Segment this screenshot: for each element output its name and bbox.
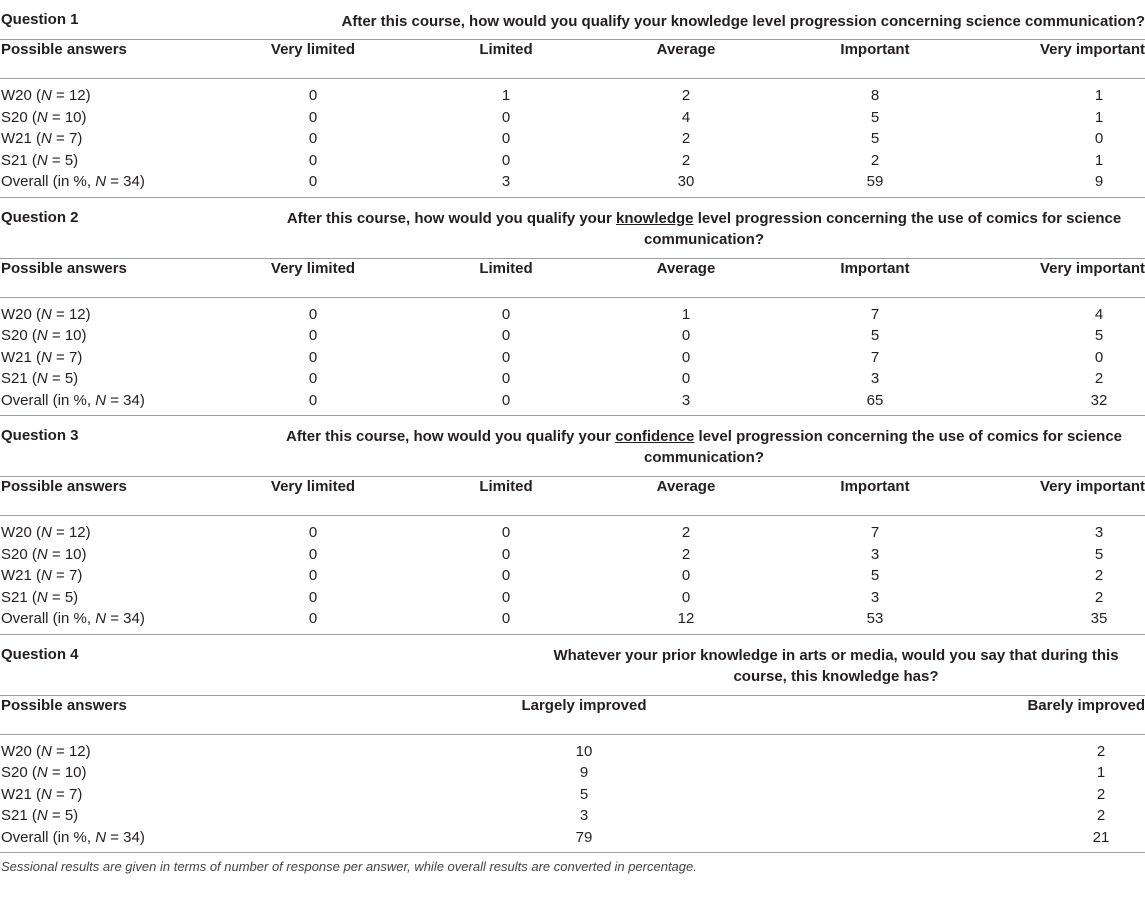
table-cell: 32 [1090,391,1108,409]
table-cell: 5 [1094,545,1104,563]
column-header: Very limited [270,478,356,495]
column-header: Possible answers [1,259,127,277]
row-group-label: Overall (in %, N = 34) [1,391,145,409]
table-row [0,108,1145,130]
table-cell: 0 [501,108,511,126]
table-row [0,305,1145,327]
table-cell: 7 [870,348,880,366]
question-3-section [0,415,1145,634]
table-cell: 79 [575,828,593,846]
table-cell: 5 [870,327,880,344]
table-cell: 0 [308,327,318,344]
table-cell: 2 [681,130,691,147]
table-cell: 5 [870,567,880,584]
question-label: Question 3 [1,427,79,444]
question-text: After this course, how would you qualify your knowledge level progression concerning science communication? [341,13,1145,30]
column-header: Limited [479,41,533,58]
table-row [0,588,1145,610]
table-cell: 3 [870,588,880,606]
column-header: Important [840,41,910,58]
table-row [0,326,1145,348]
row-group-label: W21 (N = 7) [1,567,83,584]
question-4-section [0,634,1145,853]
row-group-label: S21 (N = 5) [1,370,79,387]
table-row [0,806,1145,828]
table-cell: 12 [677,610,695,627]
table-cell: 3 [1094,524,1104,541]
row-group-label: W20 (N = 12) [1,742,91,760]
table-cell: 5 [870,130,880,147]
table-cell: 0 [681,348,691,366]
table-cell: 7 [870,305,880,323]
table-cell: 0 [501,151,511,169]
table-cell: 1 [1094,151,1104,169]
table-cell: 2 [1096,742,1106,760]
table-cell: 30 [677,173,695,190]
table-row [0,785,1145,807]
table-cell: 0 [501,305,511,323]
table-cell: 0 [308,348,318,366]
column-header: Possible answers [1,41,127,58]
row-group-label: S21 (N = 5) [1,588,79,606]
table-cell: 4 [681,108,691,126]
table-cell: 2 [1096,785,1106,803]
table-row [0,151,1145,173]
table-cell: 4 [1094,305,1104,323]
table-row [0,391,1145,413]
table-cell: 3 [870,370,880,387]
row-group-label: W20 (N = 12) [1,305,91,323]
table-row [0,828,1145,850]
table-cell: 0 [308,545,318,563]
question-text: Whatever your prior knowledge in arts or media, would you say that during this course, this knowledge has? [553,646,1119,685]
column-header: Very important [1039,478,1145,495]
table-row [0,172,1145,194]
question-3-header [0,416,1145,476]
column-header: Very limited [270,259,356,277]
table-cell: 0 [308,108,318,126]
table-row [0,566,1145,588]
row-group-label: S21 (N = 5) [1,151,79,169]
table-cell: 1 [681,305,691,323]
table-cell: 0 [501,348,511,366]
table-cell: 0 [501,588,511,606]
table-cell: 3 [501,173,511,190]
table-cell: 0 [501,327,511,344]
table-cell: 3 [870,545,880,563]
table-row [0,523,1145,545]
column-header: Average [656,41,716,58]
question-label: Question 2 [1,208,79,226]
question-1-section [0,0,1145,197]
table-cell: 0 [681,567,691,584]
table-cell: 2 [681,151,691,169]
row-group-label: W20 (N = 12) [1,87,91,104]
table-cell: 1 [1094,108,1104,126]
table-cell: 53 [866,610,884,627]
table-cell: 0 [308,370,318,387]
table-cell: 65 [866,391,884,409]
table-cell: 2 [681,524,691,541]
table-cell: 0 [501,524,511,541]
table-cell: 0 [501,545,511,563]
row-group-label: W20 (N = 12) [1,524,91,541]
table-cell: 0 [681,588,691,606]
table-cell: 1 [1094,87,1104,104]
table-cell: 0 [308,610,318,627]
column-header: Average [656,259,716,277]
table-cell: 0 [501,391,511,409]
question-4-header [0,635,1145,695]
table-row [0,86,1145,108]
row-group-label: Overall (in %, N = 34) [1,173,145,190]
table-row [0,545,1145,567]
table-cell: 1 [501,87,511,104]
answers-grid [0,695,1145,853]
table-cell: 0 [308,524,318,541]
table-footnote: Sessional results are given in terms of number of response per answer, while overall results are converted in percentage. [0,852,1145,874]
table-cell: 7 [870,524,880,541]
table-cell: 0 [308,130,318,147]
question-2-section [0,197,1145,416]
column-header: Important [840,478,910,495]
table-cell: 2 [1094,588,1104,606]
table-cell: 2 [870,151,880,169]
row-group-label: Overall (in %, N = 34) [1,828,145,846]
question-label: Question 1 [1,11,79,28]
row-group-label: S20 (N = 10) [1,327,87,344]
table-cell: 3 [579,807,589,824]
column-header: Important [840,259,910,277]
column-header: Barely improved [1027,696,1145,714]
row-group-label: W21 (N = 7) [1,348,83,366]
answers-grid [0,476,1145,634]
table-row [0,742,1145,764]
emphasis-underline: confidence [615,428,695,445]
table-cell: 0 [308,173,318,190]
table-cell: 59 [866,173,884,190]
table-cell: 9 [1094,173,1104,190]
table-cell: 5 [1094,327,1104,344]
table-cell: 9 [579,764,589,781]
table-cell: 5 [870,108,880,126]
row-group-label: S20 (N = 10) [1,764,87,781]
column-header: Limited [479,259,533,277]
answers-grid [0,258,1145,416]
table-cell: 10 [575,742,593,760]
table-cell: 0 [308,305,318,323]
table-row [0,348,1145,370]
column-header-row [0,695,1145,735]
table-cell: 0 [308,391,318,409]
table-cell: 0 [501,370,511,387]
row-group-label: W21 (N = 7) [1,785,83,803]
question-1-header [0,0,1145,39]
column-header: Limited [479,478,533,495]
row-group-label: S20 (N = 10) [1,108,87,126]
table-cell: 2 [1094,567,1104,584]
question-text: After this course, how would you qualify your knowledge level progression concerning the use of comics for science communication? [286,209,1122,248]
row-group-label: Overall (in %, N = 34) [1,610,145,627]
column-header-row [0,258,1145,298]
column-header-row [0,39,1145,79]
table-cell: 0 [308,567,318,584]
row-group-label: W21 (N = 7) [1,130,83,147]
emphasis-underline: knowledge [616,209,694,227]
table-cell: 0 [501,130,511,147]
column-header: Very limited [270,41,356,58]
table-cell: 0 [501,567,511,584]
question-text: After this course, how would you qualify your confidence level progression concerning the use of comics for science communication? [285,428,1123,466]
column-header: Very important [1039,41,1145,58]
table-cell: 2 [1094,370,1104,387]
answers-grid [0,39,1145,197]
table-row [0,129,1145,151]
table-cell: 1 [1096,764,1106,781]
table-row [0,609,1145,631]
table-cell: 0 [1094,348,1104,366]
table-cell: 0 [308,87,318,104]
table-row [0,369,1145,391]
table-cell: 0 [681,327,691,344]
table-cell: 2 [681,545,691,563]
question-2-header [0,198,1145,258]
column-header-row [0,476,1145,516]
table-row [0,763,1145,785]
table-cell: 0 [1094,130,1104,147]
column-header: Possible answers [1,478,127,495]
table-cell: 0 [501,610,511,627]
column-header: Possible answers [1,696,127,714]
row-group-label: S21 (N = 5) [1,807,79,824]
table-cell: 0 [308,151,318,169]
table-cell: 0 [681,370,691,387]
table-cell: 8 [870,87,880,104]
column-header: Very important [1039,259,1145,277]
table-cell: 2 [1096,807,1106,824]
table-cell: 0 [308,588,318,606]
column-header: Average [656,478,716,495]
table-cell: 5 [579,785,589,803]
table-cell: 21 [1092,828,1110,846]
column-header: Largely improved [521,696,647,714]
row-group-label: S20 (N = 10) [1,545,87,563]
question-label: Question 4 [1,645,79,663]
table-cell: 2 [681,87,691,104]
table-cell: 3 [681,391,691,409]
table-cell: 35 [1090,610,1108,627]
